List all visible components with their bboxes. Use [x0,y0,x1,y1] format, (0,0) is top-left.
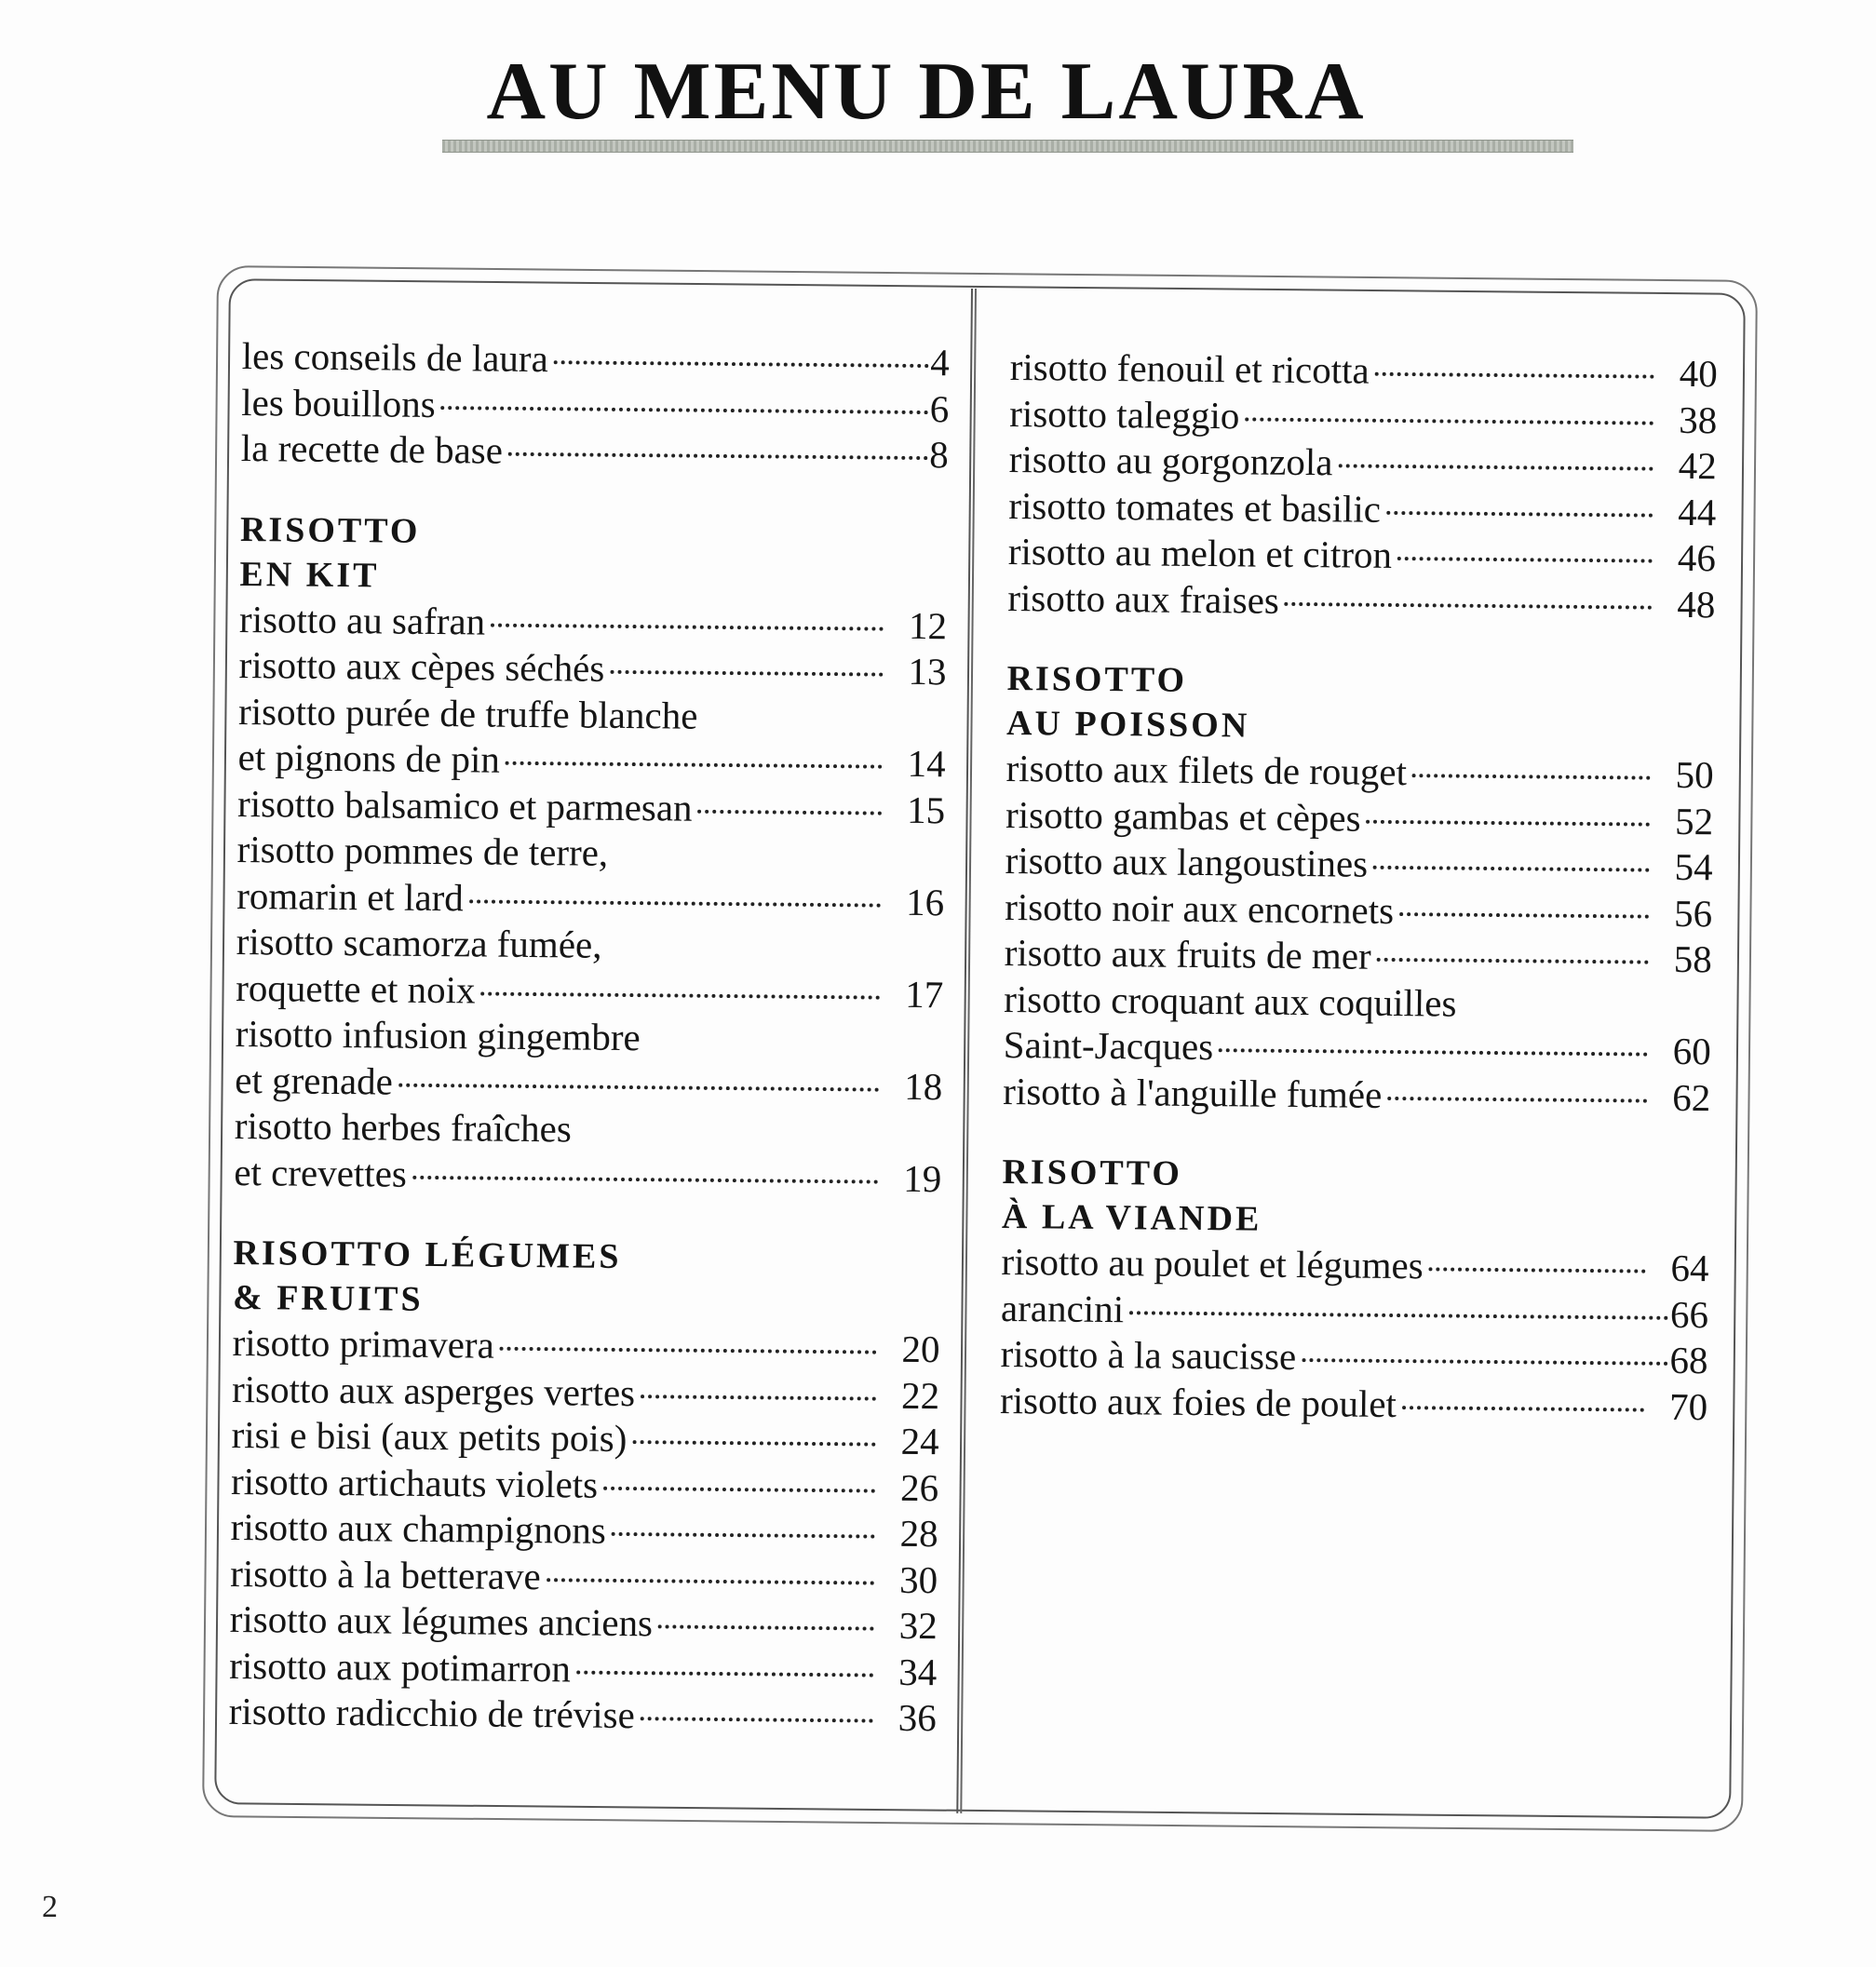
dot-leader [1399,912,1649,919]
toc-entry-page: 6 [929,386,950,430]
toc-entry-page: 70 [1668,1384,1708,1428]
toc-entry-label: risotto au poulet et légumes [1001,1239,1424,1287]
dot-leader [1429,1267,1646,1273]
toc-entry-page: 50 [1675,752,1714,797]
dot-leader [1386,510,1653,517]
toc-entry [241,425,949,478]
toc-entry-page: 30 [898,1557,938,1601]
toc-entry-label: les conseils de laura [241,333,549,381]
section-heading: RISOTTO [239,509,421,551]
section-heading: AU POISSON [1005,703,1250,746]
toc-entry [234,1149,941,1202]
toc-entry-label: risotto au safran [238,597,486,643]
toc-entry [236,964,943,1017]
toc-entry [1001,1285,1708,1338]
toc-entry-label: risotto tomates et basilic [1008,483,1382,531]
toc-entry [1005,883,1712,936]
toc-entry-page: 13 [908,649,947,694]
toc-entry-label: risotto artichauts violets [230,1459,599,1506]
toc-entry-label-continued: et crevettes [234,1150,408,1195]
toc-entry [237,734,945,788]
page-title: AU MENU DE LAURA [486,47,1367,137]
toc-entry [232,1366,939,1419]
dot-leader [610,670,883,677]
dot-leader [508,452,927,460]
toc-entry-page: 26 [899,1465,939,1509]
toc-entry [229,1642,937,1695]
toc-entry-label: risotto noir aux encornets [1004,884,1395,932]
toc-entry-label: risotto au melon et citron [1007,529,1393,576]
dot-leader [1338,464,1653,470]
toc-entry-page: 24 [900,1419,939,1463]
dot-leader [658,1624,874,1630]
dot-leader [1375,372,1654,379]
toc-entry [235,1057,942,1110]
toc-entry-page: 68 [1669,1338,1708,1382]
toc-entry-label: risi e bisi (aux petits pois) [231,1412,628,1461]
section-heading: RISOTTO [1006,658,1188,700]
toc-entry-label: risotto aux langoustines [1005,838,1369,885]
toc-entry-label-continued: Saint-Jacques [1003,1022,1214,1069]
dot-leader [547,1578,874,1584]
toc-entry-page: 48 [1677,582,1716,626]
toc-entry-label: risotto aux potimarron [229,1643,572,1690]
toc-entry [1008,529,1716,582]
toc-entry-page: 20 [901,1327,940,1371]
page-number: 2 [42,1890,58,1924]
toc-entry-page: 46 [1677,535,1717,580]
toc-entry-page: 64 [1670,1246,1709,1290]
dot-leader [1402,1406,1644,1411]
toc-entry [230,1550,938,1603]
toc-entry [1003,1068,1710,1121]
toc-entry [1000,1331,1707,1384]
dot-leader [500,1347,877,1354]
toc-entry-page: 8 [929,433,950,477]
dot-leader [491,623,884,630]
toc-entry [231,1412,938,1465]
toc-entry-label: risotto aux fraises [1007,575,1280,622]
toc-entry-label: risotto fenouil et ricotta [1009,344,1370,392]
dot-leader [398,1083,879,1091]
toc-entry-label: risotto aux filets de rouget [1005,746,1408,794]
section-heading: À LA VIANDE [1001,1196,1262,1239]
toc-entry-label: la recette de base [240,425,504,472]
dot-leader [412,1175,878,1183]
dot-leader [632,1440,875,1447]
toc-entry-label: risotto à la saucisse [1000,1331,1297,1378]
toc-entry [239,596,947,649]
toc-entry [229,1689,937,1742]
dot-leader [603,1486,875,1492]
dot-leader [641,1717,873,1722]
toc-entry-page: 44 [1678,490,1717,533]
toc-entry-page: 16 [905,880,945,923]
toc-entry-label: arancini [1000,1286,1125,1330]
section-heading: RISOTTO LÉGUMES [233,1233,622,1276]
toc-entry [1005,746,1713,799]
toc-entry-page: 40 [1679,351,1718,396]
dot-leader [1129,1311,1668,1320]
section-heading: EN KIT [239,554,380,595]
toc-entry-page: 54 [1674,844,1713,889]
section-heading: & FRUITS [232,1277,424,1319]
toc-entry-page: 18 [904,1064,943,1108]
toc-entry [236,872,944,925]
toc-entry [1000,1377,1707,1430]
toc-entry [1010,344,1718,397]
toc-entry-label: risotto primavera [232,1320,495,1367]
toc-entry-page: 15 [906,788,946,831]
dot-leader [1373,866,1650,872]
toc-entry-page: 66 [1669,1292,1709,1336]
toc-entry-label: risotto aux légumes anciens [229,1597,654,1645]
contents-right-column [1000,344,1718,1430]
dot-leader [1397,557,1653,563]
toc-entry [1004,1022,1711,1075]
toc-entry-page: 56 [1673,891,1713,935]
dot-leader [698,809,883,815]
toc-entry [241,379,949,432]
toc-entry-page: 52 [1674,799,1714,842]
toc-entry-label-continued: et pignons de pin [237,734,501,781]
toc-entry-page: 22 [900,1373,940,1417]
dot-leader [441,406,928,414]
toc-entry-label: risotto scamorza fumée, [236,919,602,966]
toc-entry [231,1458,938,1511]
toc-entry-label: risotto herbes fraîches [234,1103,573,1151]
toc-entry [1001,1239,1708,1292]
dot-leader [1302,1358,1667,1366]
toc-entry-label: risotto pommes de terre, [236,827,609,874]
toc-entry-label: risotto taleggio [1009,391,1240,437]
dot-leader [641,1394,876,1400]
toc-entry-label: risotto infusion gingembre [235,1011,641,1059]
toc-entry [238,642,946,695]
toc-entry-page: 62 [1672,1075,1711,1119]
toc-entry-page: 42 [1678,443,1718,488]
toc-entry-page: 19 [903,1156,942,1200]
dot-leader [1367,819,1651,826]
toc-entry-label: risotto radicchio de trévise [228,1689,636,1737]
toc-entry-page: 14 [907,741,946,786]
toc-entry-page: 60 [1672,1029,1711,1073]
toc-entry-label: risotto aux cèpes séchés [238,642,605,690]
toc-entry-page: 34 [898,1650,938,1693]
toc-entry-page: 38 [1679,397,1718,441]
toc-entry-label: risotto purée de truffe blanche [237,689,698,737]
toc-entry [1009,390,1717,443]
dot-leader [469,899,881,907]
toc-entry-label: risotto balsamico et parmesan [236,781,693,829]
dot-leader [1245,417,1653,424]
dot-leader [576,1670,873,1677]
toc-entry [232,1320,939,1373]
contents-left-column [229,333,950,1742]
toc-entry-page: 36 [898,1695,937,1740]
toc-entry [1009,437,1717,490]
toc-entry [1005,838,1712,891]
toc-entry-label-continued: romarin et lard [236,873,465,919]
dot-leader [612,1532,875,1539]
toc-entry-page: 32 [898,1603,938,1648]
toc-entry-page: 4 [930,341,950,384]
toc-entry-label: risotto aux foies de poulet [999,1378,1397,1425]
toc-entry-label: risotto croquant aux coquilles [1004,977,1457,1025]
toc-entry-page: 12 [908,603,948,647]
toc-entry [242,333,950,386]
toc-entry [1005,791,1713,844]
dot-leader [1387,1096,1647,1102]
toc-entry-label-continued: roquette et noix [236,965,476,1011]
dot-leader [1412,774,1651,779]
section-heading: RISOTTO [1002,1152,1183,1193]
toc-entry [1008,482,1716,535]
dot-leader [506,761,883,769]
toc-entry-label: risotto aux champignons [230,1504,607,1552]
dot-leader [554,360,928,368]
toc-entry-label: risotto à l'anguille fumée [1003,1069,1383,1116]
toc-entry-label: risotto au gorgonzola [1008,437,1333,484]
toc-entry-label-continued: et grenade [235,1058,394,1103]
title-underline [442,140,1573,153]
dot-leader [1219,1048,1648,1056]
toc-entry [237,780,945,833]
dot-leader [1285,601,1653,609]
toc-entry-label: risotto gambas et cèpes [1005,792,1361,840]
toc-entry-page: 28 [899,1511,938,1556]
dot-leader [1377,958,1649,964]
toc-entry-label: risotto aux fruits de mer [1004,930,1371,977]
toc-entry [229,1597,937,1650]
toc-entry-label: risotto à la betterave [229,1551,541,1597]
toc-entry [1007,574,1715,627]
toc-entry [1004,930,1711,983]
toc-entry [230,1504,938,1557]
toc-entry-page: 17 [905,972,944,1016]
toc-entry-label: les bouillons [241,380,436,425]
toc-entry-page: 58 [1673,936,1712,981]
dot-leader [480,991,880,999]
toc-entry-label: risotto aux asperges vertes [231,1367,636,1414]
